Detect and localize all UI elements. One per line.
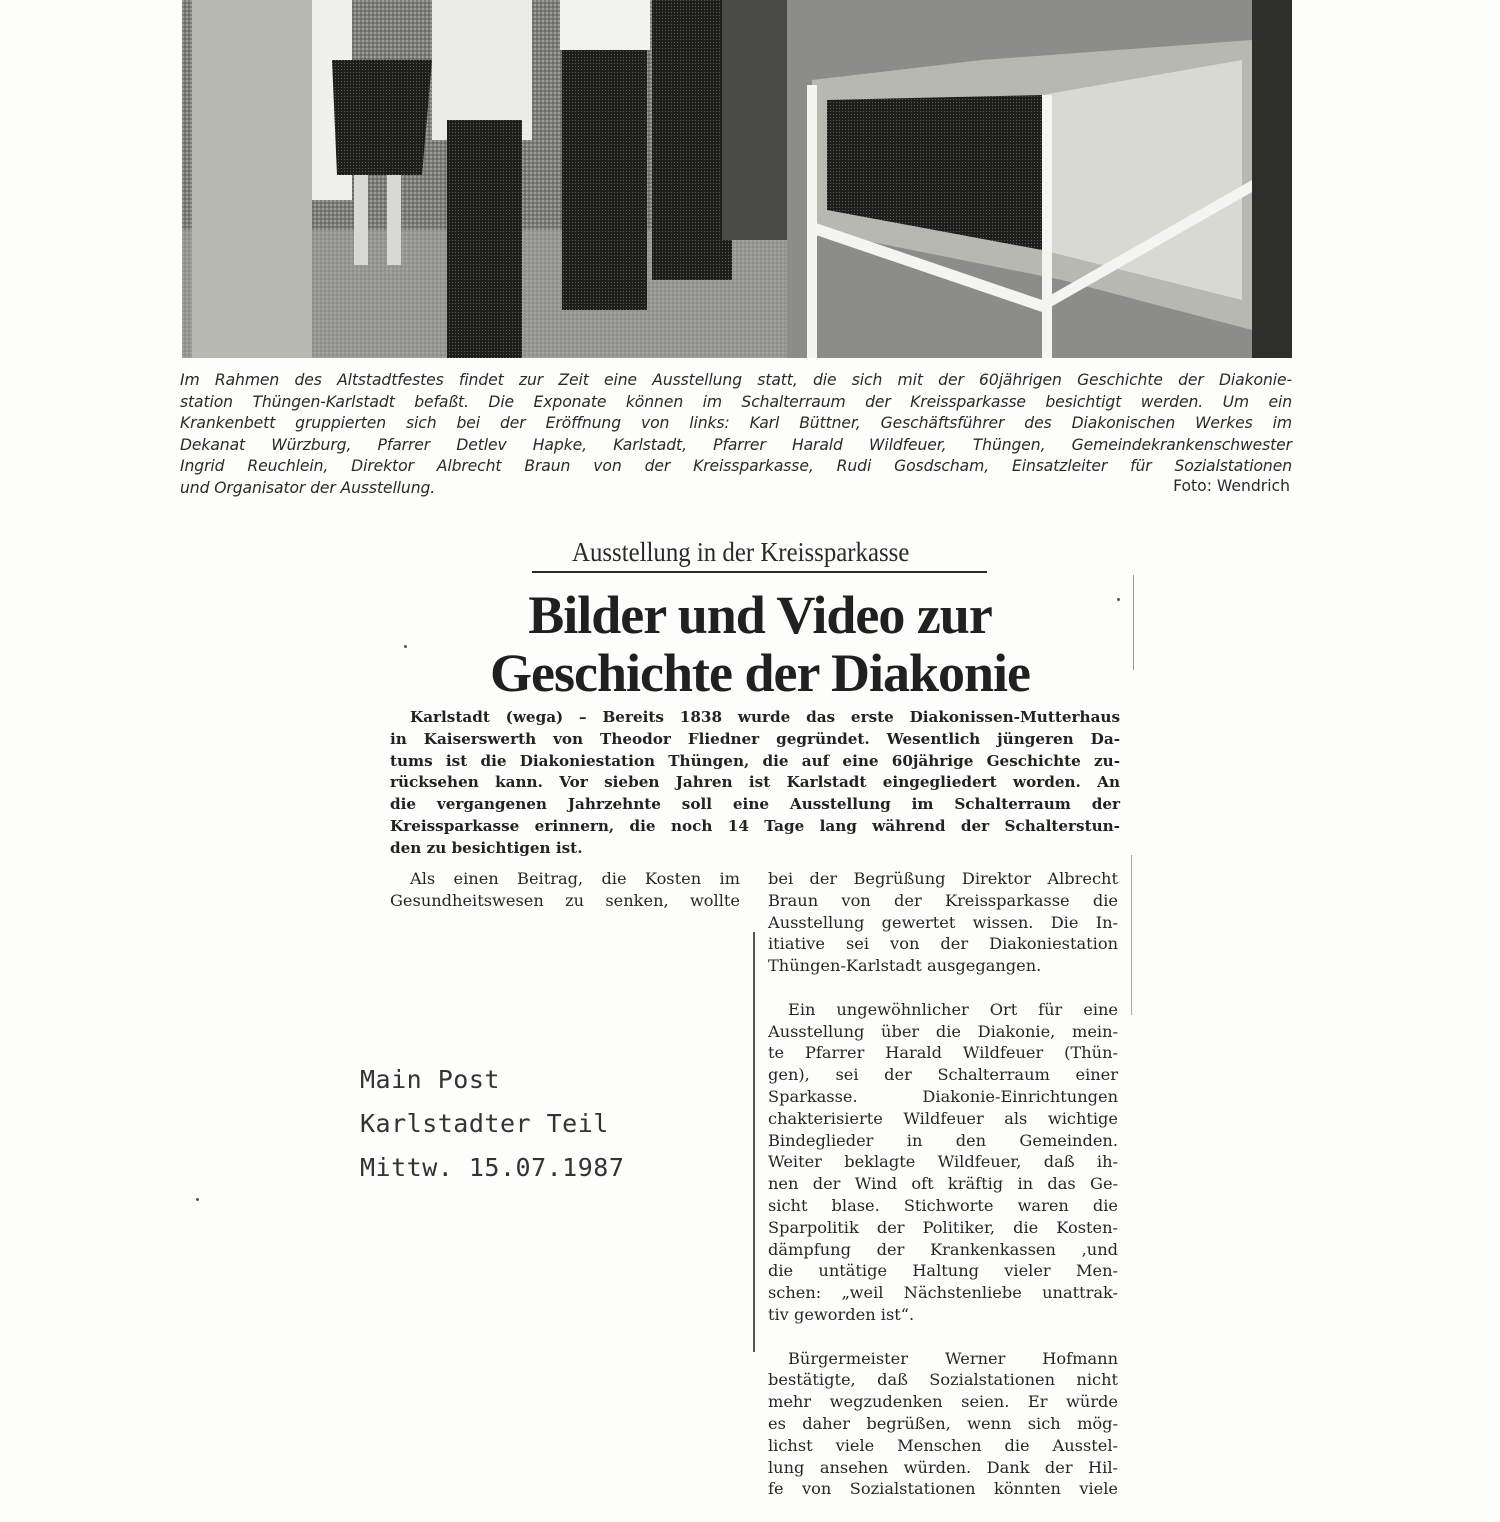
lead-line: in Kaiserswerth von Theodor Fliedner gegründet. Wesentlich jüngeren Da- <box>390 729 1120 748</box>
article-lead <box>390 707 1120 860</box>
body-line: tiv geworden ist“. <box>768 1304 915 1324</box>
kicker-underline <box>532 571 987 573</box>
photo-credit: Foto: Wendrich <box>1173 477 1290 495</box>
body-line: lung ansehen würden. Dank der Hil- <box>768 1457 1118 1477</box>
body-line: Gesundheitswesen zu senken, wollte <box>390 890 740 910</box>
body-line: Sparkasse. Diakonie-Einrichtungen <box>768 1086 1118 1106</box>
body-line: te Pfarrer Harald Wildfeuer (Thün- <box>768 1043 1118 1063</box>
source-stamp <box>360 1058 624 1190</box>
caption-line: Krankenbett gruppierten sich bei der Eröffnung von links: Karl Büttner, Geschäftsführer des Diakonischen Werkes im <box>180 414 1292 433</box>
body-line: Ausstellung über die Diakonie, mein- <box>768 1021 1118 1041</box>
body-line: chakterisierte Wildfeuer als wichtige <box>768 1108 1118 1128</box>
caption-line: und Organisator der Ausstellung. <box>180 478 436 497</box>
column-divider <box>753 932 755 1352</box>
stamp-publication: Main Post <box>360 1065 500 1094</box>
caption-line: Im Rahmen des Altstadtfestes findet zur Zeit eine Ausstellung statt, die sich mit der 60jährigen Geschichte der Diakonie- <box>180 371 1292 389</box>
photo-caption <box>180 370 1292 500</box>
body-line: Als einen Beitrag, die Kosten im <box>410 869 740 888</box>
lead-line: Kreissparkasse erinnern, die noch 14 Tage lang während der Schalterstun- <box>390 816 1120 835</box>
caption-line: Ingrid Reuchlein, Direktor Albrecht Braun von der Kreissparkasse, Rudi Gosdscham, Einsatzleiter für Sozialstationen <box>180 457 1292 476</box>
body-line: lichst viele Menschen die Ausstel- <box>768 1435 1118 1455</box>
body-line: nen der Wind oft kräftig in das Ge- <box>768 1174 1118 1194</box>
body-paragraph <box>768 999 1118 1326</box>
article-column-left <box>390 868 740 912</box>
body-line: Ein ungewöhnlicher Ort für eine <box>788 999 1118 1019</box>
scan-speck <box>404 645 407 648</box>
body-paragraph <box>768 1348 1118 1501</box>
body-line: Bürgermeister Werner Hofmann <box>788 1348 1118 1368</box>
body-line: dämpfung der Krankenkassen ,und <box>768 1239 1118 1259</box>
lead-line: Karlstadt (wega) – Bereits 1838 wurde das erste Diakonissen-Mutterhaus <box>410 708 1120 726</box>
lead-line: den zu besichtigen ist. <box>390 838 583 857</box>
body-paragraph <box>768 868 1118 977</box>
body-line: mehr wegzudenken seien. Er würde <box>768 1392 1118 1412</box>
body-line: fe von Sozialstationen könnten viele <box>768 1479 1118 1499</box>
lead-line: rücksehen kann. Vor sieben Jahren ist Karlstadt eingegliedert worden. An <box>390 773 1120 792</box>
body-line: gen), sei der Schalterraum einer <box>768 1065 1118 1085</box>
stamp-date: Mittw. 15.07.1987 <box>360 1153 625 1182</box>
body-line: es daher begrüßen, wenn sich mög- <box>768 1413 1118 1433</box>
body-line: itiative sei von der Diakoniestation <box>768 934 1118 954</box>
caption-line: Dekanat Würzburg, Pfarrer Detlev Hapke, Karlstadt, Pfarrer Harald Wildfeuer, Thüngen, Gemeindekrankenschwester <box>180 435 1292 454</box>
scan-speck <box>1117 598 1120 601</box>
lead-line: die vergangenen Jahrzehnte soll eine Ausstellung im Schalterraum der <box>390 795 1120 814</box>
body-line: sicht blase. Stichworte waren die <box>768 1195 1118 1215</box>
body-line: Sparpolitik der Politiker, die Kosten- <box>768 1217 1118 1237</box>
caption-line: station Thüngen-Karlstadt befaßt. Die Exponate können im Schalterraum der Kreissparkasse besichtigt werden. Um ein <box>180 392 1292 411</box>
body-line: bestätigte, daß Sozialstationen nicht <box>768 1370 1118 1390</box>
body-line: die untätige Haltung vieler Men- <box>768 1261 1118 1281</box>
column-rule <box>1131 855 1132 1015</box>
article-column-right <box>768 868 1118 1522</box>
body-line: schen: „weil Nächstenliebe unattrak- <box>768 1283 1118 1303</box>
lead-line: tums ist die Diakoniestation Thüngen, die auf eine 60jährige Geschichte zu- <box>390 751 1120 770</box>
stamp-section: Karlstadter Teil <box>360 1109 609 1138</box>
body-line: bei der Begrüßung Direktor Albrecht <box>768 869 1118 888</box>
body-line: Weiter beklagte Wildfeuer, daß ih- <box>768 1152 1118 1172</box>
body-line: Braun von der Kreissparkasse die <box>768 890 1118 910</box>
article-photo <box>182 0 1292 358</box>
scan-speck <box>196 1198 199 1201</box>
photo-image <box>182 0 1292 358</box>
article-headline <box>440 586 1080 702</box>
body-line: Ausstellung gewertet wissen. Die In- <box>768 912 1118 932</box>
headline-line: Geschichte der Diakonie <box>490 643 1030 703</box>
article-kicker: Ausstellung in der Kreissparkasse <box>572 537 910 567</box>
body-line: Bindeglieder in den Gemeinden. <box>768 1130 1118 1150</box>
headline-line: Bilder und Video zur <box>528 585 992 645</box>
column-rule <box>1133 575 1134 670</box>
body-line: Thüngen-Karlstadt ausgegangen. <box>768 956 1042 976</box>
